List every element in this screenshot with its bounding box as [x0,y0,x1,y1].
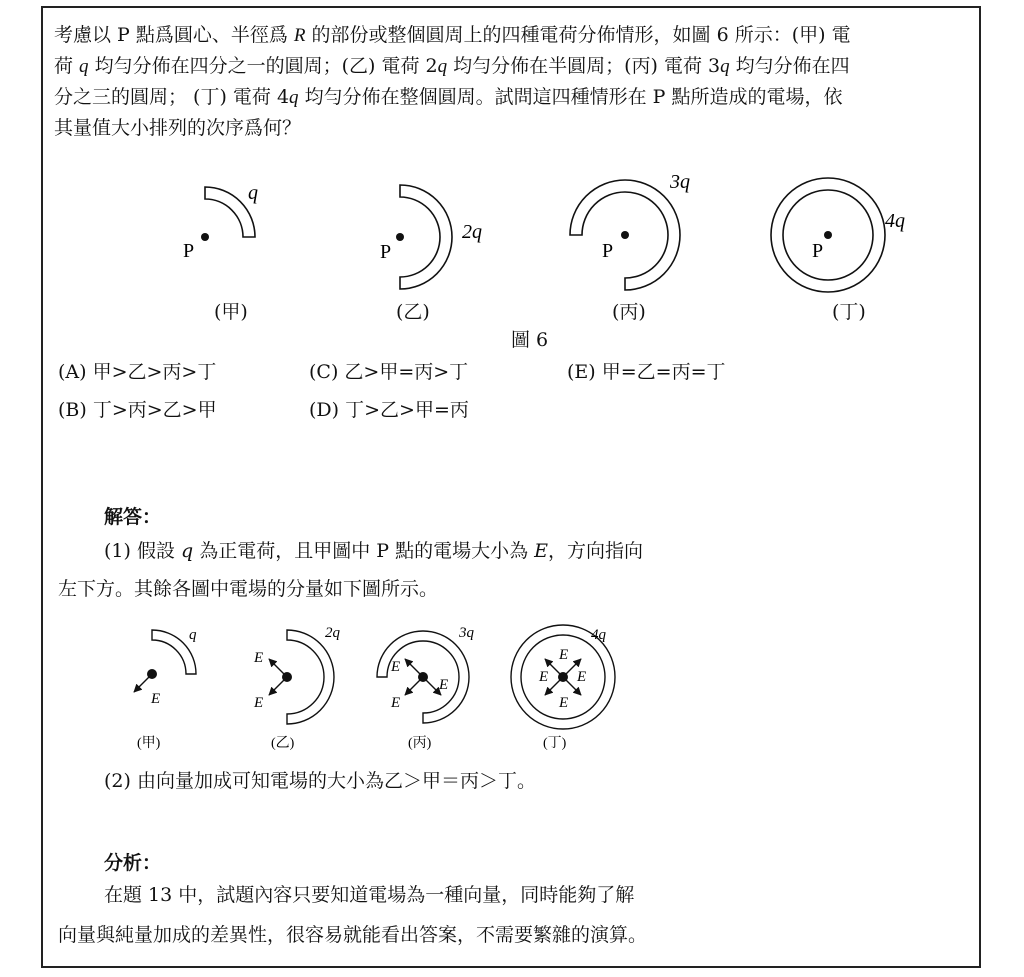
label-p-jia: P [183,240,195,262]
label-yi: (乙) [396,301,430,323]
point-p-jia [201,233,209,241]
label-jia: (甲) [214,301,248,323]
question-text [54,20,974,143]
svg-text:4q: 4q [591,627,606,643]
label-p-ding: P [812,240,824,262]
svg-text:2q: 2q [325,625,340,641]
answer-figure [115,615,635,765]
point-p-ding [824,231,832,239]
answer-fig-ding [511,625,615,729]
svg-text:E: E [559,695,569,711]
question-line-4: 其量值大小排列的次序爲何？ [54,117,302,139]
label-p-yi: P [380,241,392,263]
answer-paragraph-2: (2) 由向量加成可知電場的大小為乙＞甲＝丙＞丁。 [104,770,536,792]
svg-text:(丙): (丙) [408,736,432,751]
svg-text:(甲): (甲) [137,736,161,751]
svg-text:E: E [391,659,401,675]
svg-text:(丁): (丁) [543,736,567,751]
svg-text:(乙): (乙) [271,736,295,751]
choice-a[interactable]: (A) 甲>乙>丙>丁 [58,361,217,383]
page-frame [41,6,981,968]
svg-text:E: E [439,677,449,693]
choice-b[interactable]: (B) 丁>丙>乙>甲 [58,399,217,421]
label-bing: (丙) [612,301,646,323]
figure-caption: 圖 6 [511,329,549,351]
svg-text:E: E [577,669,587,685]
figure-yi [400,185,452,289]
question-line-3: 分之三的圓周； (丁) 電荷 4q 均勻分佈在整個圓周。試問這四種情形在 P 點所造成的電場，依 [54,86,843,108]
svg-text:E: E [391,695,401,711]
charge-ding: 4q [885,210,905,232]
svg-text:E: E [254,695,264,711]
question-line-2: 荷 q 均勻分佈在四分之一的圓周；(乙) 電荷 2q 均勻分佈在半圓周；(丙) 電荷 3q 均勻分佈在四 [54,55,850,77]
analysis-heading: 分析： [104,852,162,874]
svg-text:E: E [539,669,549,685]
svg-text:E: E [559,647,569,663]
choice-d[interactable]: (D) 丁>乙>甲=丙 [309,399,469,421]
question-line-1: 考慮以 P 點爲圓心、半徑爲 R 的部份或整個圓周上的四種電荷分佈情形，如圖 6 所示：(甲) 電 [54,24,851,46]
answer-fig-jia [134,627,197,707]
charge-yi: 2q [462,221,482,243]
choice-e[interactable]: (E) 甲=乙=丙=丁 [567,361,726,383]
answer-fig-yi [253,625,341,724]
figure-6 [150,165,930,315]
charge-bing: 3q [670,171,690,193]
svg-text:q: q [189,627,197,643]
charge-jia: q [248,182,258,204]
label-ding: (丁) [832,301,866,323]
analysis-line-2: 向量與純量加成的差異性，很容易就能看出答案，不需要繁雜的演算。 [58,924,648,946]
point-p-bing [621,231,629,239]
answer-paragraph-1: (1) 假設 q 為正電荷，且甲圖中 P 點的電場大小為 E，方向指向 [104,540,644,562]
choice-c[interactable]: (C) 乙>甲=丙>丁 [309,361,469,383]
answer-heading: 解答： [104,506,162,528]
label-p-bing: P [602,240,614,262]
svg-text:E: E [254,650,264,666]
svg-text:E: E [151,691,161,707]
svg-text:3q: 3q [459,625,474,641]
analysis-line-1: 在題 13 中，試題內容只要知道電場為一種向量，同時能夠了解 [104,884,635,906]
point-p-yi [396,233,404,241]
answer-paragraph-1-line-2: 左下方。其餘各圖中電場的分量如下圖所示。 [58,578,439,600]
answer-fig-bing [377,625,475,723]
